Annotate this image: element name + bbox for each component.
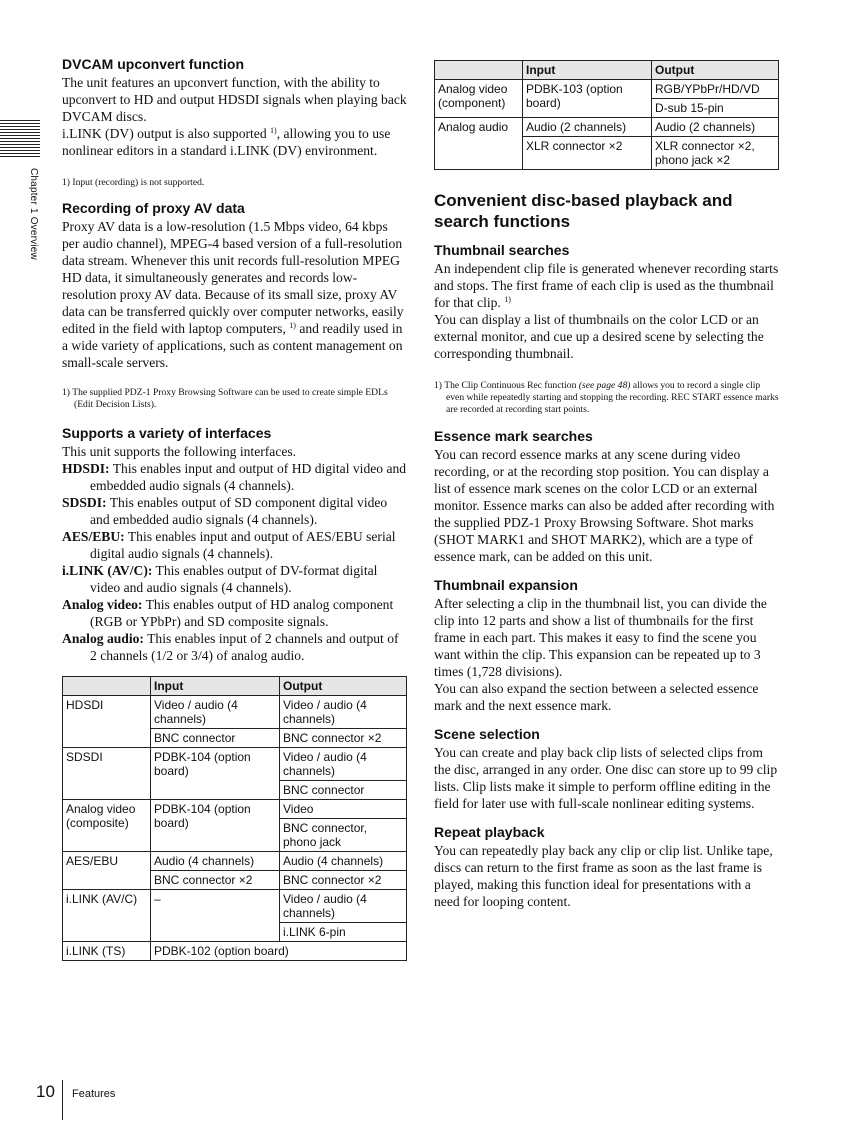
interface-item xyxy=(62,460,407,494)
footnote-ref: 1) xyxy=(289,321,296,330)
interface-desc: This enables input of 2 channels and output of 2 channels (1/2 or 3/4) of analog audio. xyxy=(90,631,399,663)
table-header-cell: Input xyxy=(523,61,652,80)
interface-term: SDSDI: xyxy=(62,495,107,510)
thumbnail-search-paragraph-1 xyxy=(434,260,779,311)
dvcam-p2-text-b: , allowing you to use nonlinear editors in a standard i.LINK (DV) environment. xyxy=(62,126,391,158)
right-column xyxy=(434,60,779,910)
interface-term: Analog video: xyxy=(62,597,143,612)
table-cell: PDBK-102 (option board) xyxy=(151,942,407,961)
table-cell: BNC connector ×2 xyxy=(280,871,407,890)
table-row xyxy=(63,890,407,923)
proxy-text-b: and readily used in a wide variety of applications, such as content management on small-scale servers. xyxy=(62,321,403,370)
table-header-row xyxy=(63,677,407,696)
dvcam-footnote: 1) Input (recording) is not supported. xyxy=(62,177,205,188)
table-cell: XLR connector ×2, phono jack ×2 xyxy=(652,137,779,170)
page-number: 10 xyxy=(36,1082,55,1101)
thumbnail-search-paragraph-2: You can display a list of thumbnails on the color LCD or an external monitor, and cue up a desired scene by selecting the corresponding thumbnail. xyxy=(434,312,764,361)
interface-item xyxy=(62,494,407,528)
table-cell: Video / audio (4 channels) xyxy=(280,748,407,781)
table-cell: PDBK-103 (option board) xyxy=(523,80,652,118)
table-cell: Audio (4 channels) xyxy=(280,852,407,871)
table-row xyxy=(435,118,779,137)
essence-mark-paragraph: You can record essence marks at any scene during video recording, or at the recording stop position. You can display a list of essence mark scenes on the color LCD or an external monitor. Essence marks can also be added after recording with the supplied PDZ-1 Proxy Browsing Software. Shot marks (SHOT MARK1 and SHOT MARK2), which are a type of essence mark, can be added on this unit. xyxy=(434,447,775,564)
interface-term: Analog audio: xyxy=(62,631,144,646)
interface-term: AES/EBU: xyxy=(62,529,125,544)
dvcam-paragraph-2 xyxy=(62,125,407,159)
chapter-label: Chapter 1 Overview xyxy=(28,168,39,260)
chapter-tab-marker xyxy=(0,120,40,160)
scene-selection-heading: Scene selection xyxy=(434,726,540,742)
interface-item xyxy=(62,630,407,664)
table-cell: AES/EBU xyxy=(63,852,151,890)
scene-selection-paragraph: You can create and play back clip lists of selected clips from the disc, arranged in any order. One disc can store up to 99 clip lists. Clip lists make it simple to perform offline editing in the field for later use with full-scale nonlinear editing systems. xyxy=(434,745,778,811)
proxy-footnote: 1) The supplied PDZ-1 Proxy Browsing Software can be used to create simple EDLs (Edit Decision Lists). xyxy=(62,387,388,410)
table-cell: i.LINK (AV/C) xyxy=(63,890,151,942)
table-cell: Audio (2 channels) xyxy=(652,118,779,137)
table-cell: BNC connector, phono jack xyxy=(280,819,407,852)
proxy-section xyxy=(62,200,407,411)
table-cell: Video / audio (4 channels) xyxy=(280,890,407,923)
footnote-ref: 1) xyxy=(504,295,511,304)
proxy-paragraph xyxy=(62,218,407,371)
table-cell: XLR connector ×2 xyxy=(523,137,652,170)
interfaces-section xyxy=(62,425,407,664)
thumbnail-expansion-section xyxy=(434,577,779,714)
table-cell: – xyxy=(151,890,280,942)
repeat-playback-heading: Repeat playback xyxy=(434,824,545,840)
thumbnail-search-heading: Thumbnail searches xyxy=(434,242,570,258)
interface-term: i.LINK (AV/C): xyxy=(62,563,153,578)
table-header-cell xyxy=(63,677,151,696)
thumbnail-expansion-paragraph-2: You can also expand the section between a selected essence mark and the next essence mark. xyxy=(434,681,759,713)
table-cell: Analog video (component) xyxy=(435,80,523,118)
left-column xyxy=(62,56,407,961)
table-row xyxy=(63,942,407,961)
table-cell: Video xyxy=(280,800,407,819)
table-cell: PDBK-104 (option board) xyxy=(151,748,280,800)
interface-desc: This enables input and output of AES/EBU serial digital audio signals (4 channels). xyxy=(90,529,396,561)
thumb-fn-text-a: 1) The Clip Continuous Rec function xyxy=(434,380,579,391)
dvcam-section xyxy=(62,56,407,189)
table-row xyxy=(63,748,407,781)
dvcam-paragraph-1: The unit features an upconvert function, with the ability to upconvert to HD and output HDSDI signals when playing back DVCAM discs. xyxy=(62,75,407,124)
table-cell: D-sub 15-pin xyxy=(652,99,779,118)
dvcam-p2-text-a: i.LINK (DV) output is also supported xyxy=(62,126,271,141)
interface-item xyxy=(62,528,407,562)
table-header-cell xyxy=(435,61,523,80)
table-cell: BNC connector ×2 xyxy=(280,729,407,748)
interface-item xyxy=(62,562,407,596)
table-cell: i.LINK (TS) xyxy=(63,942,151,961)
interface-desc: This enables output of SD component digital video and embedded audio signals (4 channels). xyxy=(90,495,388,527)
table-cell: Video / audio (4 channels) xyxy=(280,696,407,729)
interface-desc: This enables input and output of HD digital video and embedded audio signals (4 channels). xyxy=(90,461,407,493)
analog-table xyxy=(434,60,779,170)
thumbnail-expansion-heading: Thumbnail expansion xyxy=(434,577,578,593)
table-cell: HDSDI xyxy=(63,696,151,748)
interface-desc: This enables output of HD analog component (RGB or YPbPr) and SD composite signals. xyxy=(90,597,394,629)
thumbnail-footnote xyxy=(434,380,779,416)
table-cell: RGB/YPbPr/HD/VD xyxy=(652,80,779,99)
table-cell: BNC connector ×2 xyxy=(151,871,280,890)
thumbnail-expansion-paragraph-1: After selecting a clip in the thumbnail list, you can divide the clip into 12 parts and show a list of thumbnails for the first frame in each part. This makes it easy to find the scene you want within the clip. This expansion can be repeated up to 3 times (1,728 divisions). xyxy=(434,596,767,679)
table-row xyxy=(63,852,407,871)
scene-selection-section xyxy=(434,726,779,812)
interface-term: HDSDI: xyxy=(62,461,110,476)
table-cell: SDSDI xyxy=(63,748,151,800)
table-cell: Audio (4 channels) xyxy=(151,852,280,871)
table-header-cell: Output xyxy=(280,677,407,696)
footer-section-label: Features xyxy=(72,1088,116,1100)
footer-divider xyxy=(62,1080,63,1120)
interfaces-heading: Supports a variety of interfaces xyxy=(62,425,272,441)
table-cell: BNC connector xyxy=(151,729,280,748)
table-cell: Video / audio (4 channels) xyxy=(151,696,280,729)
proxy-text-a: Proxy AV data is a low-resolution (1.5 Mbps video, 64 kbps per audio channel), MPEG-4 based version of a full-resolution data stream. Whenever this unit records full-resolution MPEG HD data, it simultaneously generates and records low-resolution proxy AV data. Because of its small size, proxy AV data can be transferred quickly over computer networks, easily edited in the field with laptop computers, xyxy=(62,219,404,336)
repeat-playback-paragraph: You can repeatedly play back any clip or clip list. Unlike tape, discs can return to the first frame as soon as the last frame is played, making this function ideal for presentations with a need for looping content. xyxy=(434,843,773,909)
table-cell: Audio (2 channels) xyxy=(523,118,652,137)
essence-mark-section xyxy=(434,428,779,565)
interface-item xyxy=(62,596,407,630)
thumb-fn-text-b: allows you to record a single clip even while repeatedly starting and stopping the recording. REC START essence marks are recorded at recording start points. xyxy=(446,380,779,415)
proxy-heading: Recording of proxy AV data xyxy=(62,200,245,216)
footnote-ref: 1) xyxy=(270,126,277,135)
table-cell: PDBK-104 (option board) xyxy=(151,800,280,852)
interfaces-table xyxy=(62,676,407,961)
table-header-cell: Output xyxy=(652,61,779,80)
table-cell: Analog audio xyxy=(435,118,523,170)
table-cell: BNC connector xyxy=(280,781,407,800)
page-reference: (see page 48) xyxy=(578,380,631,391)
table-row xyxy=(63,696,407,729)
table-cell: Analog video (composite) xyxy=(63,800,151,852)
interface-desc: This enables output of DV-format digital video and audio signals (4 channels). xyxy=(90,563,378,595)
playback-section-heading: Convenient disc-based playback and search functions xyxy=(434,191,733,231)
table-row xyxy=(63,800,407,819)
interfaces-intro: This unit supports the following interfaces. xyxy=(62,444,297,459)
table-header-row xyxy=(435,61,779,80)
thumbnail-search-section xyxy=(434,242,779,416)
dvcam-heading: DVCAM upconvert function xyxy=(62,56,244,72)
table-cell: i.LINK 6-pin xyxy=(280,923,407,942)
table-row xyxy=(435,80,779,99)
essence-mark-heading: Essence mark searches xyxy=(434,428,593,444)
repeat-playback-section xyxy=(434,824,779,910)
table-header-cell: Input xyxy=(151,677,280,696)
thumb-p1-text: An independent clip file is generated whenever recording starts and stops. The first frame of each clip is used as the thumbnail for that clip. xyxy=(434,261,779,310)
